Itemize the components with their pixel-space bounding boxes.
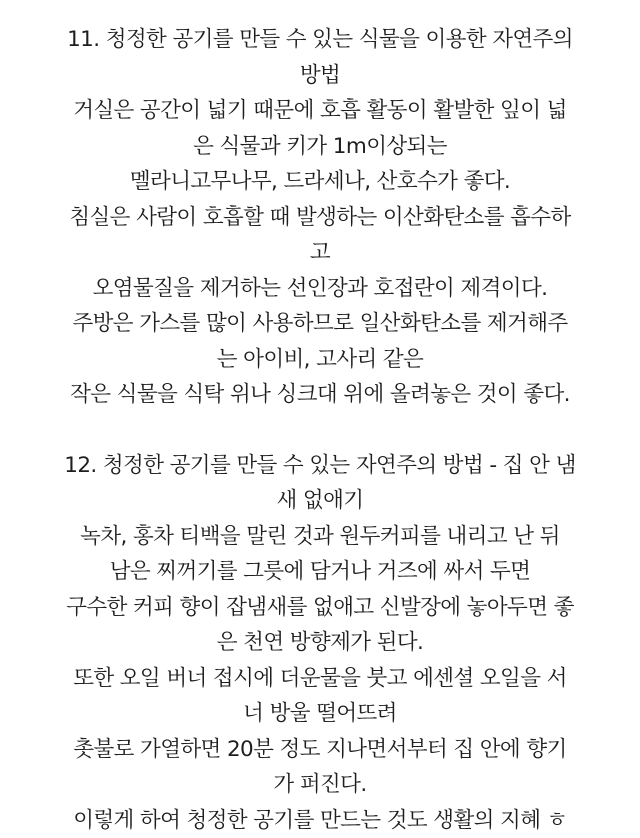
- document-body: [20, 22, 620, 838]
- section-12-text-line: 또한 오일 버너 접시에 더운물을 붓고 에센셜 오일을 서: [10, 661, 630, 697]
- section-11-text-line: 고: [10, 235, 630, 271]
- section-12-text-line: 너 방울 떨어뜨려: [10, 696, 630, 732]
- section-11-text-line: 멜라니고무나무, 드라세나, 산호수가 좋다.: [10, 164, 630, 200]
- section-11: [20, 22, 620, 413]
- section-12-text-line: 가 퍼진다.: [10, 767, 630, 803]
- section-12-text-line: 남은 찌꺼기를 그릇에 담거나 거즈에 싸서 두면: [10, 554, 630, 590]
- section-12-title-line-1: 12. 청정한 공기를 만들 수 있는 자연주의 방법 - 집 안 냄: [10, 448, 630, 484]
- section-12-text-line: 이렇게 하여 청정한 공기를 만드는 것도 생활의 지혜 ㅎ: [10, 803, 630, 838]
- section-12-text-line: 녹차, 홍차 티백을 말린 것과 원두커피를 내리고 난 뒤: [10, 519, 630, 555]
- section-12-text-line: 촛불로 가열하면 20분 정도 지나면서부터 집 안에 향기: [10, 732, 630, 768]
- section-11-title-line-2: 방법: [10, 58, 630, 94]
- section-11-text-line: 는 아이비, 고사리 같은: [10, 342, 630, 378]
- paragraph-gap: [20, 413, 620, 448]
- section-12-text-line: 은 천연 방향제가 된다.: [10, 625, 630, 661]
- section-11-text-line: 침실은 사람이 호흡할 때 발생하는 이산화탄소를 흡수하: [10, 200, 630, 236]
- section-11-text-line: 오염물질을 제거하는 선인장과 호접란이 제격이다.: [10, 271, 630, 307]
- section-11-title-line-1: 11. 청정한 공기를 만들 수 있는 식물을 이용한 자연주의: [10, 22, 630, 58]
- section-11-text-line: 은 식물과 키가 1m이상되는: [10, 129, 630, 165]
- section-11-text-line: 주방은 가스를 많이 사용하므로 일산화탄소를 제거해주: [10, 306, 630, 342]
- section-11-text-line: 작은 식물을 식탁 위나 싱크대 위에 올려놓은 것이 좋다.: [10, 377, 630, 413]
- section-12-title-line-2: 새 없애기: [10, 483, 630, 519]
- section-11-text-line: 거실은 공간이 넓기 때문에 호흡 활동이 활발한 잎이 넓: [10, 93, 630, 129]
- section-12: [20, 448, 620, 838]
- section-12-text-line: 구수한 커피 향이 잡냄새를 없애고 신발장에 놓아두면 좋: [10, 590, 630, 626]
